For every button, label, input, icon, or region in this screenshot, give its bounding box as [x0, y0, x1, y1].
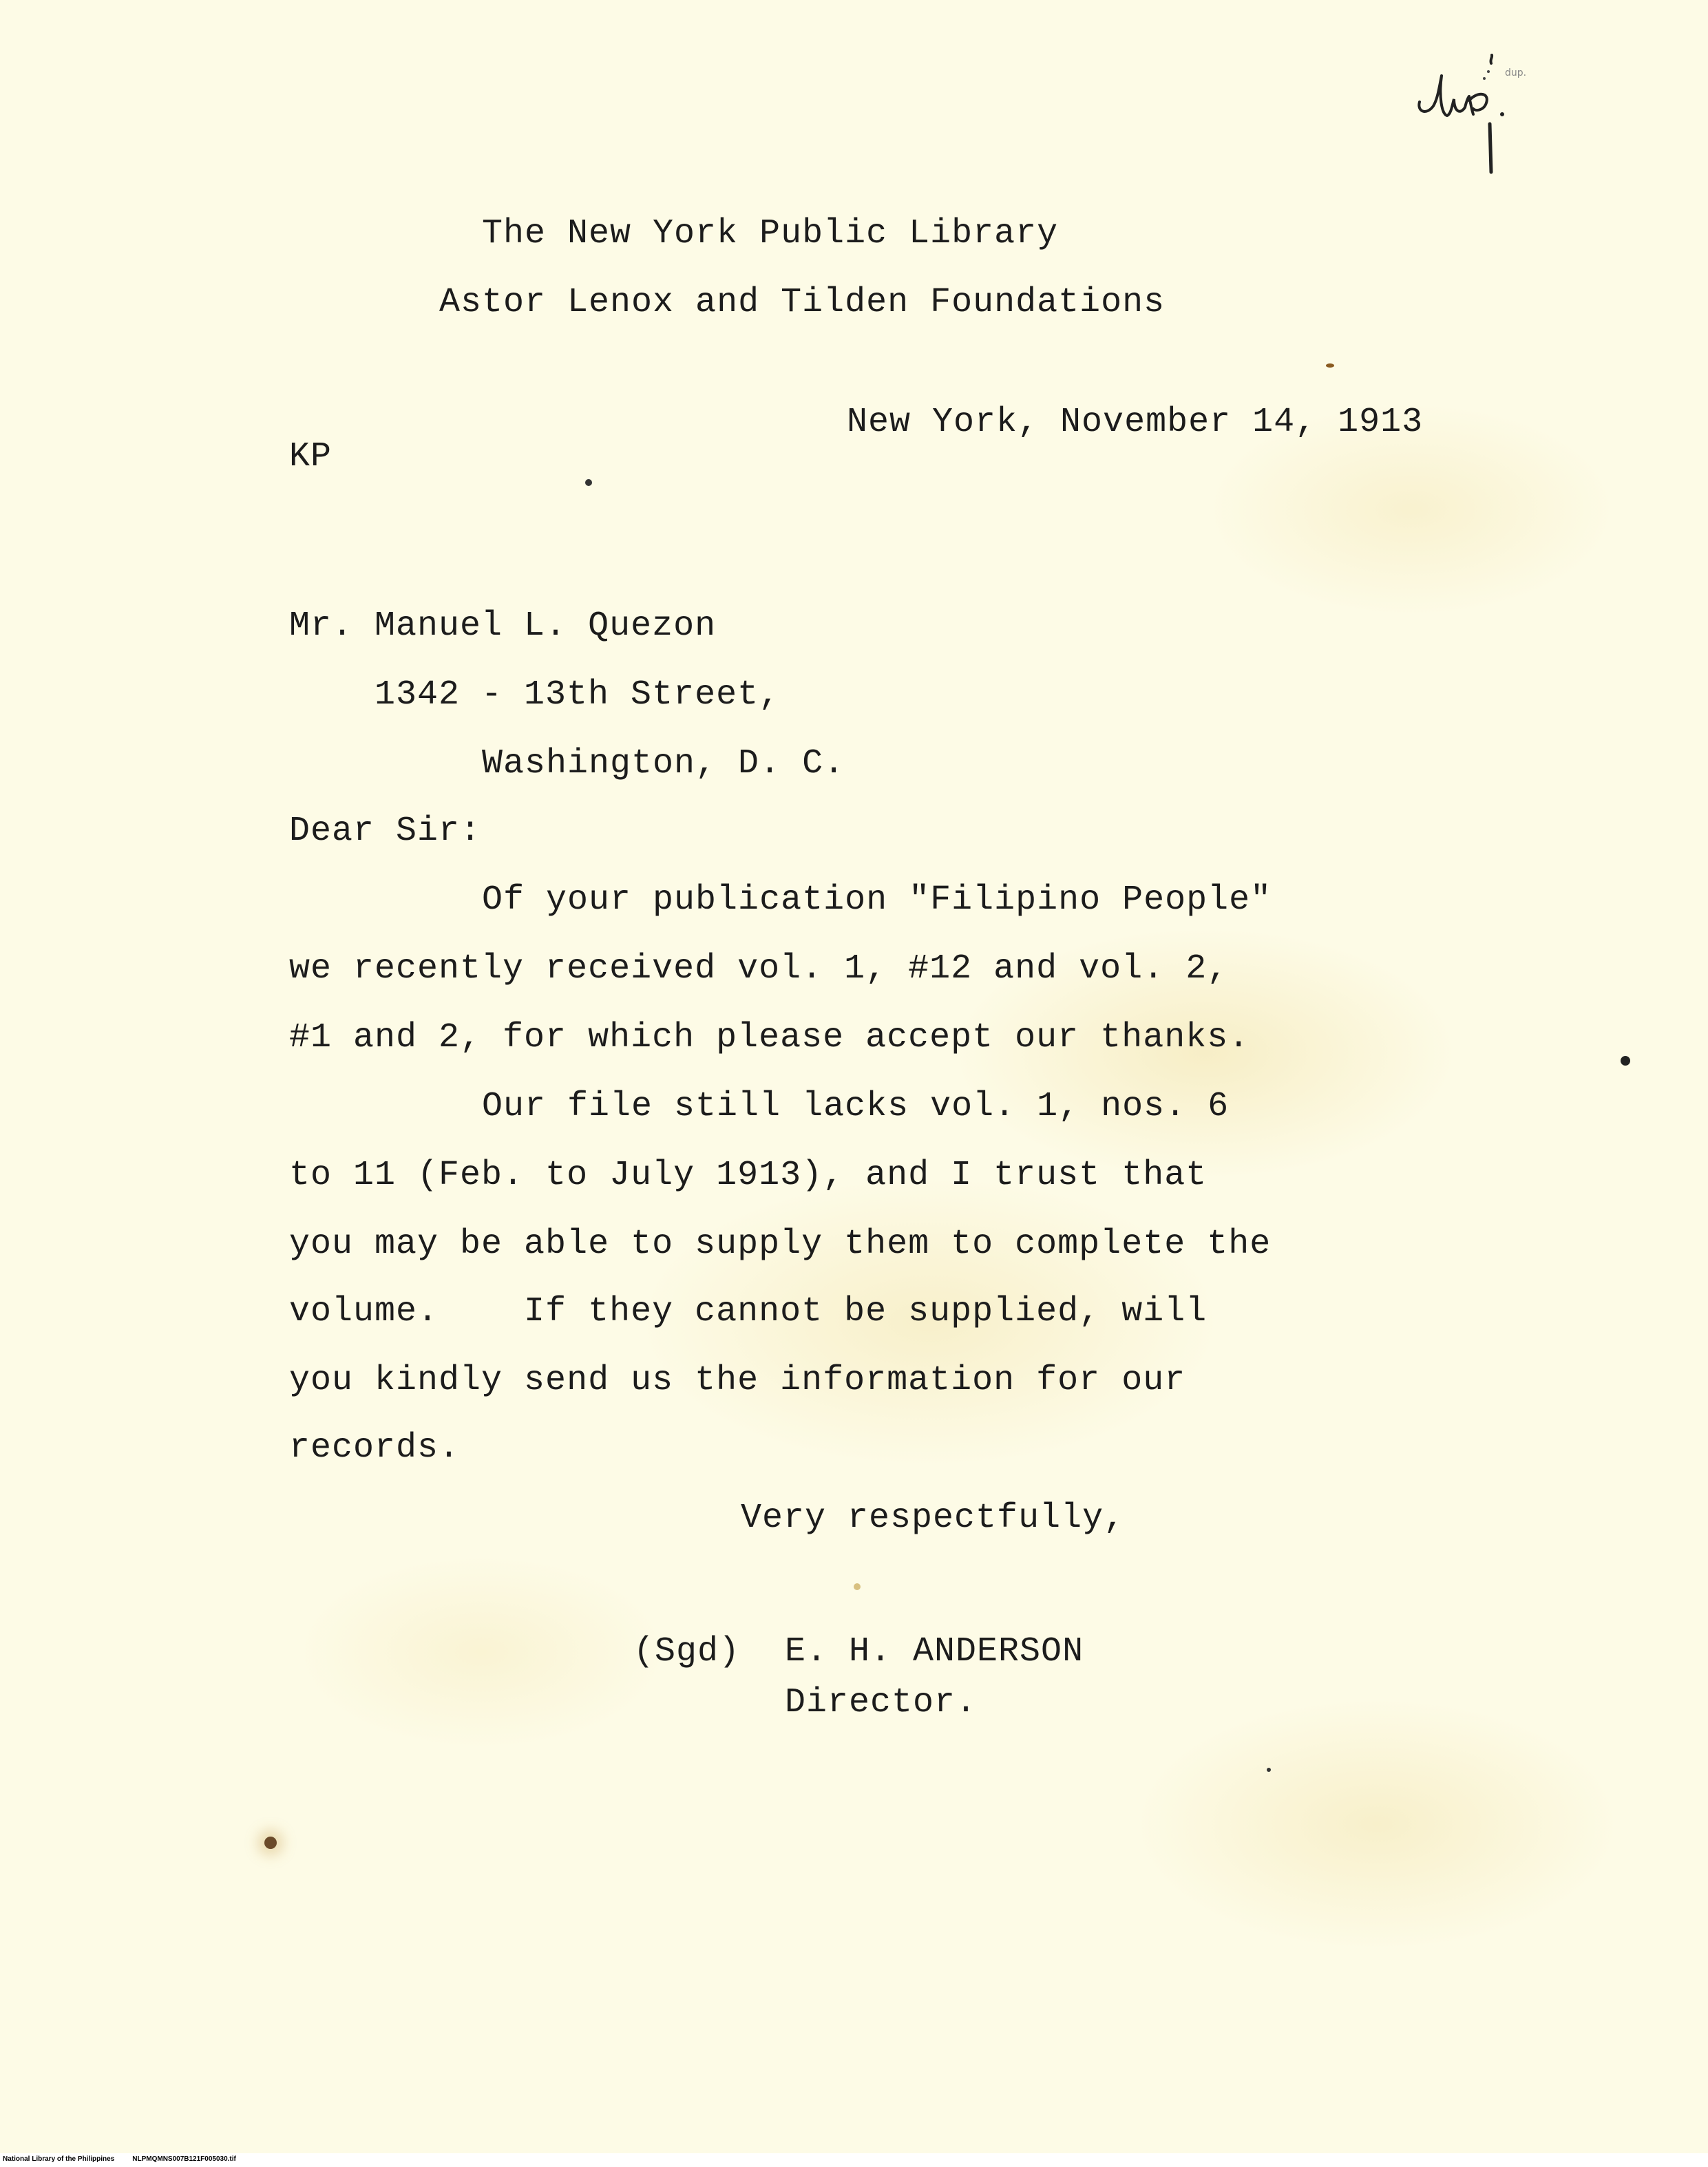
recipient-name: Mr. Manuel L. Quezon: [289, 606, 717, 646]
closing: Very respectfully,: [741, 1499, 1126, 1538]
body-line: we recently received vol. 1, #12 and vol. 2,: [289, 949, 1229, 989]
body-line: records.: [289, 1428, 461, 1468]
recipient-city: Washington, D. C.: [482, 744, 845, 783]
body-line: Of your publication "Filipino People": [482, 880, 1272, 920]
letterhead-foundations: Astor Lenox and Tilden Foundations: [439, 283, 1166, 322]
footer-archive: National Library of the Philippines: [3, 2155, 115, 2163]
body-line: you kindly send us the information for our: [289, 1361, 1186, 1400]
salutation: Dear Sir:: [289, 812, 482, 851]
body-line: volume. If they cannot be supplied, will: [289, 1292, 1208, 1331]
footer-bar: [0, 2153, 1708, 2167]
ink-speck: [1326, 363, 1334, 368]
body-line: Our file still lacks vol. 1, nos. 6: [482, 1087, 1230, 1126]
letterhead-library-name: The New York Public Library: [482, 214, 1059, 253]
body-line: to 11 (Feb. to July 1913), and I trust that: [289, 1156, 1208, 1195]
ink-speck: [854, 1583, 861, 1590]
dateline: New York, November 14, 1913: [847, 403, 1424, 442]
recipient-street: 1342 - 13th Street,: [375, 675, 781, 715]
body-line: #1 and 2, for which please accept our thanks.: [289, 1018, 1250, 1057]
footer-file-id: NLPMQMNS007B121F005030.tif: [132, 2155, 236, 2163]
reference-initials: KP: [289, 437, 333, 476]
annotation-text: dup.: [1505, 67, 1527, 78]
signature-title: Director.: [785, 1683, 978, 1722]
ink-speck: [1621, 1056, 1630, 1066]
ink-speck: [585, 479, 592, 486]
ink-speck: [1267, 1768, 1271, 1772]
body-line: you may be able to supply them to complete the: [289, 1225, 1272, 1264]
handwritten-annotation: [1411, 48, 1549, 186]
signature-sgd: (Sgd): [633, 1632, 741, 1671]
ink-speck: [264, 1837, 277, 1849]
signature-name: E. H. ANDERSON: [785, 1632, 1084, 1671]
archive-footer: [3, 2155, 254, 2164]
